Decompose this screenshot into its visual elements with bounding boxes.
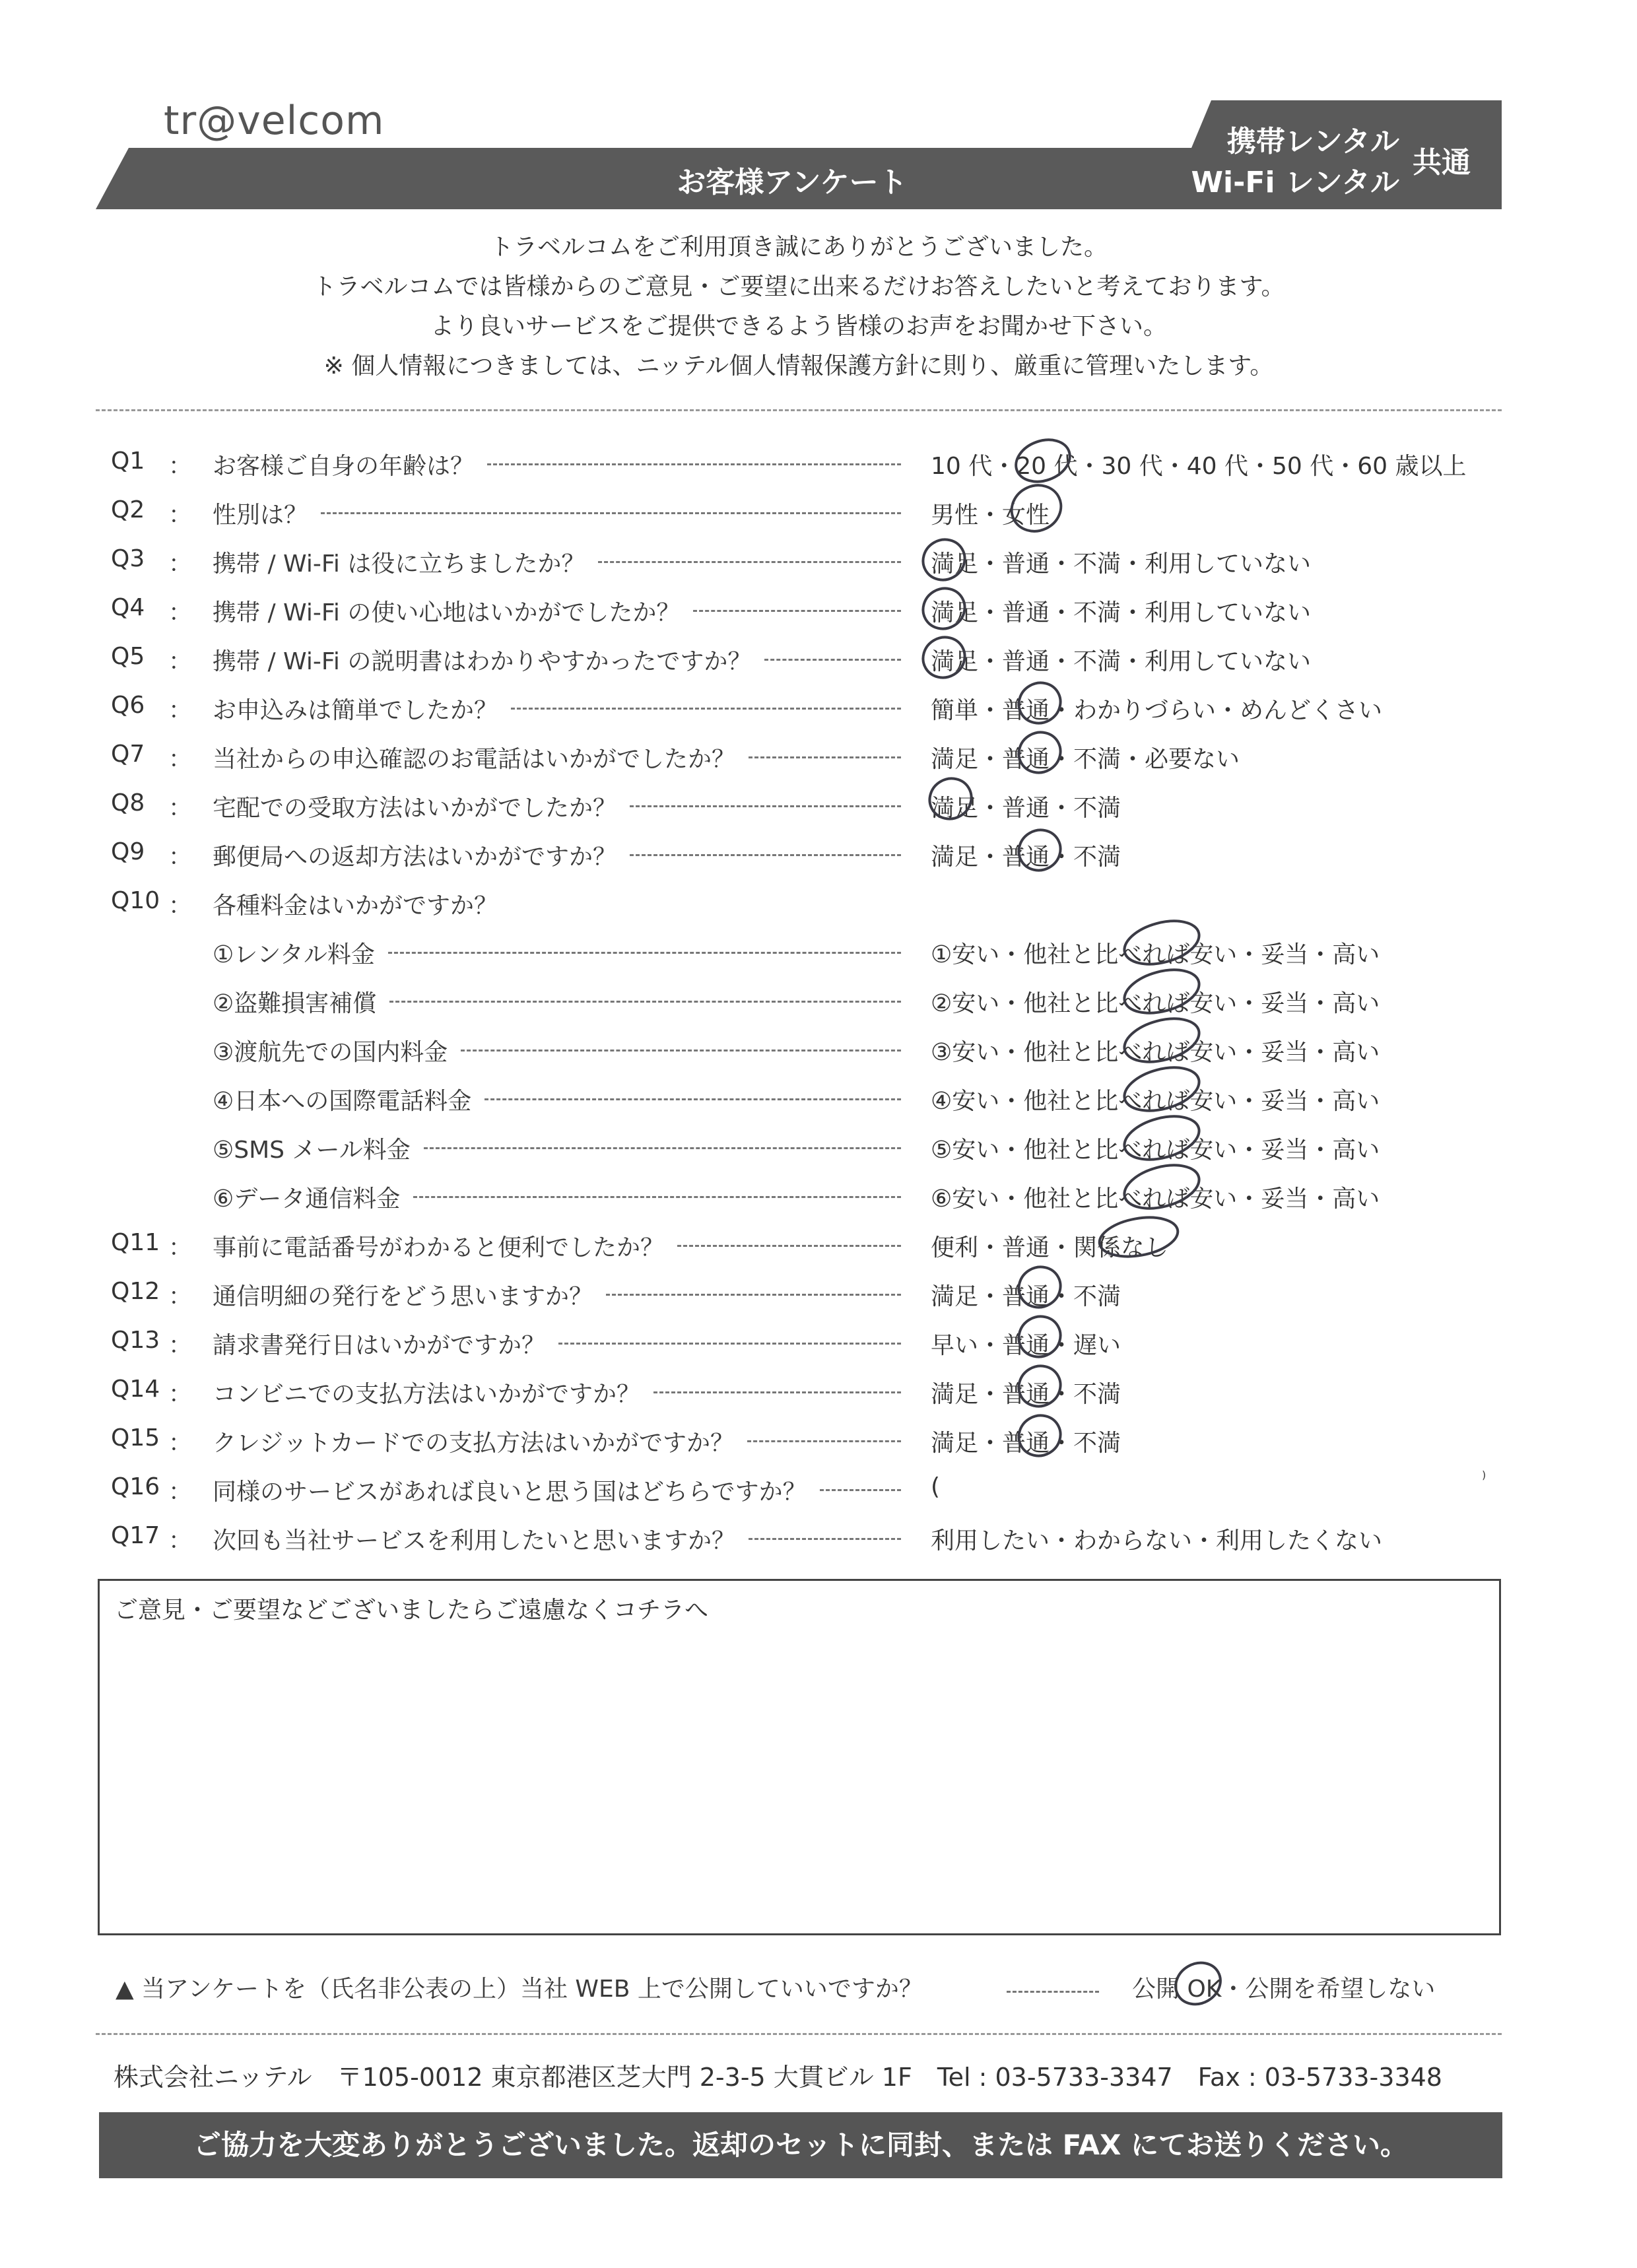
answer-options[interactable]: ( xyxy=(931,1473,941,1500)
question-colon: ： xyxy=(168,844,193,871)
q16-close-paren: ) xyxy=(1482,1469,1487,1481)
publish-question: ▲ 当アンケートを（氏名非公表の上）当社 WEB 上で公開していいですか？ xyxy=(116,1976,923,2003)
question-text: お申込みは簡単でしたか？ xyxy=(213,697,498,724)
question-text: ④日本への国際電話料金 xyxy=(213,1088,472,1115)
publish-options[interactable]: 公開 OK・公開を希望しない xyxy=(1132,1976,1436,2003)
answer-options[interactable]: 男性・女性 xyxy=(931,502,1050,529)
comment-label: ご意見・ご要望などございましたらご遠慮なくコチラへ xyxy=(114,1597,709,1624)
question-text: クレジットカードでの支払方法はいかがですか？ xyxy=(213,1430,735,1457)
answer-options[interactable]: 満足・普通・不満 xyxy=(931,795,1121,822)
question-text: 事前に電話番号がわかると便利でしたか？ xyxy=(213,1234,665,1261)
question-text: お客様ご自身の年齢は？ xyxy=(213,453,475,480)
question-colon: ： xyxy=(168,502,193,529)
question-text: 各種料金はいかがですか？ xyxy=(213,892,498,919)
footer-thanks-bar: ご協力を大変ありがとうございました。返却のセットに同封、または FAX にてお送りください。 xyxy=(99,2112,1502,2178)
question-colon: ： xyxy=(168,795,193,822)
question-text: ②盗難損害補償 xyxy=(213,990,377,1017)
answer-options[interactable]: 満足・普通・不満 xyxy=(931,1430,1121,1457)
question-text: 携帯 / Wi-Fi は役に立ちましたか？ xyxy=(213,550,585,578)
question-number: Q3 xyxy=(111,545,145,572)
wifi-rental-label: Wi-Fi レンタル xyxy=(1191,166,1399,199)
question-number: Q1 xyxy=(111,448,145,475)
answer-options[interactable]: 満足・普通・不満・利用していない xyxy=(931,599,1312,626)
question-number: Q9 xyxy=(111,838,145,865)
question-colon: ： xyxy=(168,1283,193,1310)
question-number: Q12 xyxy=(111,1278,160,1305)
common-label: 共通 xyxy=(1413,146,1471,180)
question-number: Q15 xyxy=(111,1424,160,1451)
question-colon: ： xyxy=(168,648,193,675)
question-text: 請求書発行日はいかがですか？ xyxy=(213,1332,546,1359)
question-text: ①レンタル料金 xyxy=(213,941,375,968)
question-number: Q14 xyxy=(111,1376,160,1403)
intro-line-1: トラベルコムをご利用頂き誠にありがとうございました。 xyxy=(489,234,1108,261)
question-text: ⑥データ通信料金 xyxy=(213,1185,401,1213)
question-colon: ： xyxy=(168,453,193,480)
question-colon: ： xyxy=(168,599,193,626)
answer-options[interactable]: 便利・普通・関係なし xyxy=(931,1234,1169,1261)
question-text: ③渡航先での国内料金 xyxy=(213,1039,448,1066)
answer-options[interactable]: 10 代・20 代・30 代・40 代・50 代・60 歳以上 xyxy=(931,453,1467,480)
question-number: Q8 xyxy=(111,789,145,817)
question-number: Q17 xyxy=(111,1522,160,1549)
question-number: Q4 xyxy=(111,594,145,621)
question-text: 宅配での受取方法はいかがでしたか？ xyxy=(213,795,617,822)
question-number: Q6 xyxy=(111,692,145,719)
question-colon: ： xyxy=(168,697,193,724)
answer-options[interactable]: ⑤安い・他社と比べれば安い・妥当・高い xyxy=(931,1137,1380,1164)
answer-options[interactable]: ③安い・他社と比べれば安い・妥当・高い xyxy=(931,1039,1380,1066)
question-colon: ： xyxy=(168,1430,193,1457)
answer-options[interactable]: ⑥安い・他社と比べれば安い・妥当・高い xyxy=(931,1185,1380,1213)
intro-line-2: トラベルコムでは皆様からのご意見・ご要望に出来るだけお答えしたいと考えております。 xyxy=(312,273,1285,300)
question-colon: ： xyxy=(168,1332,193,1359)
answer-options[interactable]: 早い・普通・遅い xyxy=(931,1332,1121,1359)
company-info: 株式会社ニッテル 〒105-0012 東京都港区芝大門 2-3-5 大貫ビル 1F Tel : 03-5733-3347 Fax : 03-5733-3348 xyxy=(114,2063,1442,2092)
question-colon: ： xyxy=(168,550,193,578)
answer-options[interactable]: 満足・普通・不満・利用していない xyxy=(931,648,1312,675)
answer-options[interactable]: ①安い・他社と比べれば安い・妥当・高い xyxy=(931,941,1380,968)
answer-options[interactable]: 満足・普通・不満・必要ない xyxy=(931,746,1240,773)
question-text: 次回も当社サービスを利用したいと思いますか？ xyxy=(213,1527,736,1554)
answer-options[interactable]: 簡単・普通・わかりづらい・めんどくさい xyxy=(931,697,1383,724)
question-text: 性別は？ xyxy=(213,502,308,529)
question-colon: ： xyxy=(168,746,193,773)
question-colon: ： xyxy=(168,892,193,919)
intro-line-3: より良いサービスをご提供できるよう皆様のお声をお聞かせ下さい。 xyxy=(430,313,1167,340)
question-number: Q5 xyxy=(111,643,145,670)
answer-options[interactable]: 利用したい・わからない・利用したくない xyxy=(931,1527,1383,1554)
answer-options[interactable]: ④安い・他社と比べれば安い・妥当・高い xyxy=(931,1088,1380,1115)
question-text: 携帯 / Wi-Fi の使い心地はいかがでしたか？ xyxy=(213,599,681,626)
question-number: Q16 xyxy=(111,1473,160,1500)
question-colon: ： xyxy=(168,1381,193,1408)
question-number: Q11 xyxy=(111,1229,160,1256)
survey-title: お客様アンケート xyxy=(677,166,908,199)
answer-options[interactable]: 満足・普通・不満 xyxy=(931,844,1121,871)
question-colon: ： xyxy=(168,1527,193,1554)
question-text: 携帯 / Wi-Fi の説明書はわかりやすかったですか？ xyxy=(213,648,752,675)
question-text: 通信明細の発行をどう思いますか？ xyxy=(213,1283,593,1310)
divider-2 xyxy=(96,2033,1502,2035)
question-text: 当社からの申込確認のお電話はいかがでしたか？ xyxy=(213,746,736,773)
question-text: ⑤SMS メール料金 xyxy=(213,1137,411,1164)
answer-options[interactable]: ②安い・他社と比べれば安い・妥当・高い xyxy=(931,990,1380,1017)
question-number: Q2 xyxy=(111,496,145,523)
answer-options[interactable]: 満足・普通・不満 xyxy=(931,1283,1121,1310)
question-text: 郵便局への返却方法はいかがですか？ xyxy=(213,844,617,871)
question-text: コンビニでの支払方法はいかがですか？ xyxy=(213,1381,641,1408)
question-colon: ： xyxy=(168,1234,193,1261)
question-number: Q13 xyxy=(111,1327,160,1354)
question-colon: ： xyxy=(168,1479,193,1506)
publish-leader xyxy=(1007,1991,1099,1993)
mobile-rental-label: 携帯レンタル xyxy=(1226,125,1399,158)
travelcom-logo: tr@velcom xyxy=(164,98,385,144)
question-number: Q10 xyxy=(111,887,160,914)
question-text: 同様のサービスがあれば良いと思う国はどちらですか？ xyxy=(213,1479,807,1506)
answer-options[interactable]: 満足・普通・不満・利用していない xyxy=(931,550,1312,578)
intro-line-4: ※ 個人情報につきましては、ニッテル個人情報保護方針に則り、厳重に管理いたします。 xyxy=(323,352,1274,380)
comment-box[interactable] xyxy=(98,1579,1501,1935)
question-number: Q7 xyxy=(111,741,145,768)
answer-options[interactable]: 満足・普通・不満 xyxy=(931,1381,1121,1408)
